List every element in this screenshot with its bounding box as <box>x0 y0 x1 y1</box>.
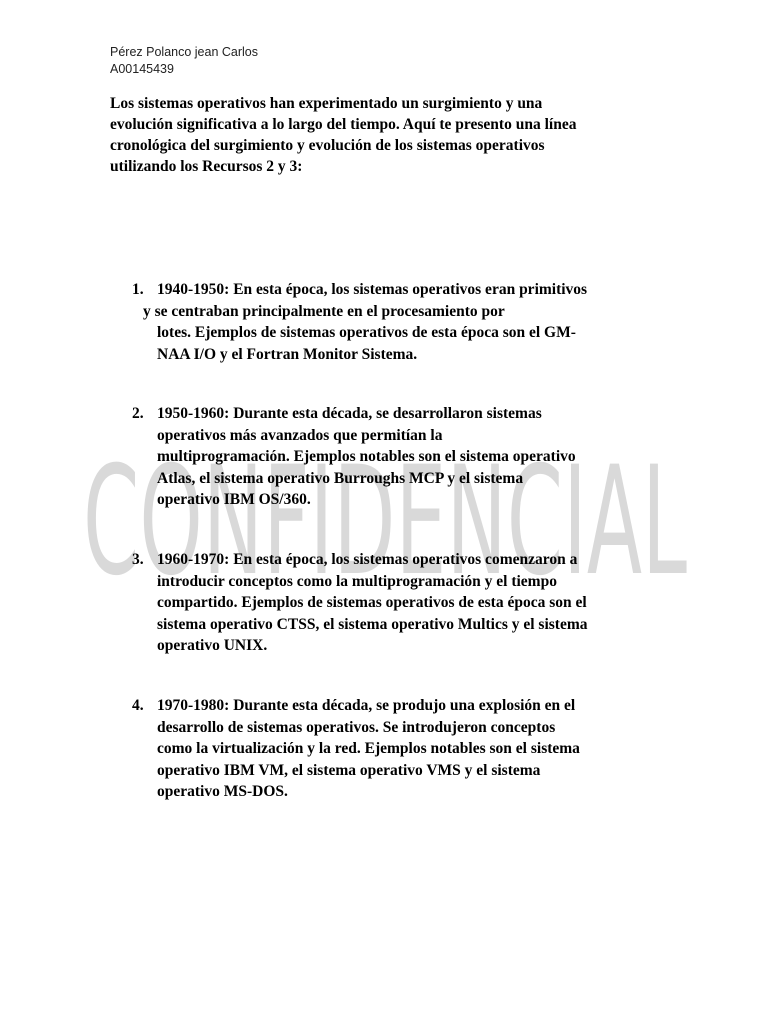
item-line: lotes. Ejemplos de sistemas operativos de esta época son el GM- <box>157 324 576 341</box>
item-line: operativo IBM VM, el sistema operativo VMS y el sistema <box>157 761 541 779</box>
item-line: introducir conceptos como la multiprogramación y el tiempo <box>157 572 557 590</box>
item-line: compartido. Ejemplos de sistemas operativos de esta época son el <box>157 594 587 611</box>
item-line: operativo MS-DOS. <box>157 783 288 800</box>
timeline-item-3 <box>132 549 662 657</box>
item-line: operativo IBM OS/360. <box>157 491 311 508</box>
item-line: sistema operativo CTSS, el sistema operativo Multics y el sistema <box>157 615 588 633</box>
item-number: 1. <box>132 281 144 298</box>
item-line: 1960-1970: En esta época, los sistemas operativos comenzaron a <box>157 551 578 568</box>
item-line: 1940-1950: En esta época, los sistemas operativos eran primitivos <box>157 281 588 298</box>
item-line: 1970-1980: Durante esta década, se produjo una explosión en el <box>157 697 576 714</box>
item-line: y se centraban principalmente en el procesamiento por <box>143 302 505 320</box>
item-line: como la virtualización y la red. Ejemplos notables son el sistema <box>157 740 580 757</box>
timeline-item-2 <box>132 403 662 511</box>
timeline-item-4 <box>132 695 662 803</box>
author-name: Pérez Polanco jean Carlos <box>110 45 258 59</box>
item-line: Atlas, el sistema operativo Burroughs MCP y el sistema <box>157 469 524 487</box>
item-line: desarrollo de sistemas operativos. Se introdujeron conceptos <box>157 718 556 736</box>
item-line: operativo UNIX. <box>157 637 268 654</box>
item-number: 2. <box>132 405 144 422</box>
intro-line: Los sistemas operativos han experimentado un surgimiento y una <box>110 95 543 112</box>
item-line: multiprogramación. Ejemplos notables son el sistema operativo <box>157 448 576 465</box>
item-line: 1950-1960: Durante esta década, se desarrollaron sistemas <box>157 405 542 422</box>
intro-line: utilizando los Recursos 2 y 3: <box>110 158 303 175</box>
item-number: 3. <box>132 551 144 568</box>
watermark-text: CONFIDENCIAL <box>83 455 687 585</box>
intro-line: cronológica del surgimiento y evolución de los sistemas operativos <box>110 137 545 154</box>
item-line: NAA I/O y el Fortran Monitor Sistema. <box>157 345 418 363</box>
item-line: operativos más avanzados que permitían la <box>157 426 443 444</box>
timeline-item-1 <box>132 279 662 365</box>
intro-paragraph <box>110 93 630 177</box>
intro-line: evolución significativa a lo largo del tiempo. Aquí te presento una línea <box>110 116 577 133</box>
author-id: A00145439 <box>110 62 174 76</box>
author-header <box>110 44 258 78</box>
item-number: 4. <box>132 697 144 714</box>
